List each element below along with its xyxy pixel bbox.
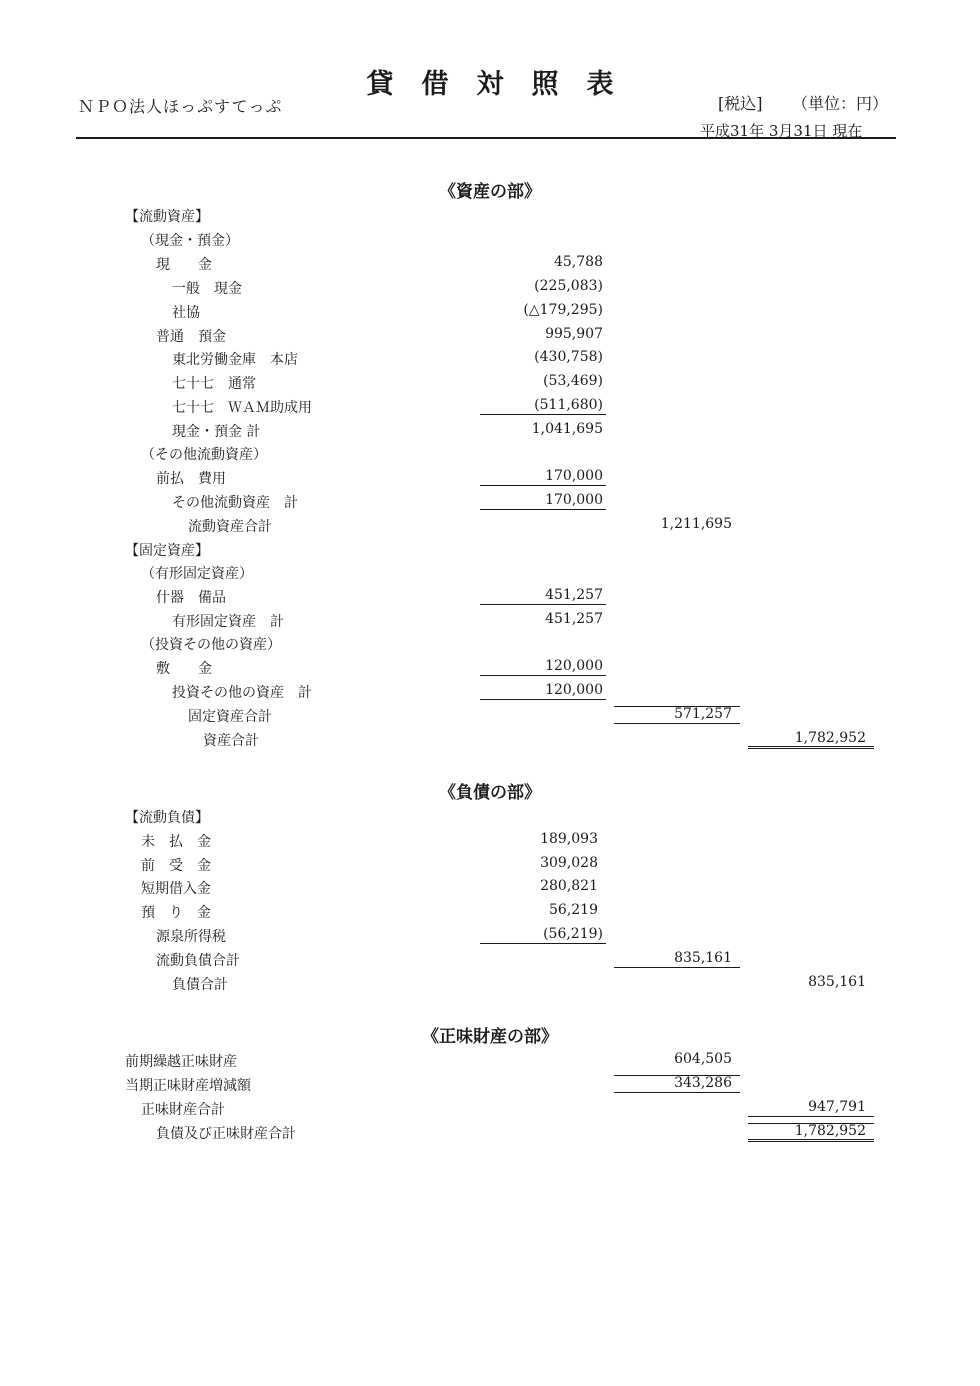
liabilities-heading: 《負債の部》 <box>439 783 541 803</box>
double-underline <box>748 746 874 749</box>
underline <box>614 967 740 968</box>
row-assets-total: 資産合計 1,782,952 <box>0 730 980 752</box>
row-fixed-assets-total: 固定資産合計 571,257 <box>0 706 980 728</box>
row-investment-total: 投資その他の資産 計 120,000 <box>0 682 980 704</box>
row-current-liabilities-total: 流動負債合計 835,161 <box>0 950 980 972</box>
row-prior-net-assets: 前期繰越正味財産 604,505 <box>125 1051 732 1070</box>
row-short-loan: 短期借入金 280,821 <box>141 878 598 897</box>
current-assets-heading: 【流動資産】 <box>125 209 209 225</box>
underline <box>480 509 606 510</box>
underline <box>614 706 740 707</box>
current-liabilities-heading: 【流動負債】 <box>125 810 209 826</box>
underline <box>480 675 606 676</box>
fixed-assets-heading: 【固定資産】 <box>125 543 209 559</box>
tangible-heading: （有形固定資産） <box>141 566 253 582</box>
other-current-heading: （その他流動資産） <box>141 447 267 463</box>
row-net-assets-total: 正味財産合計 947,791 <box>0 1099 980 1121</box>
header-rule <box>76 137 896 139</box>
row-current-assets-total: 流動資産合計 1,211,695 <box>188 516 732 535</box>
row-deposit-77: 七十七 通常 (53,469) <box>172 373 603 392</box>
row-prepaid: 前払 費用 170,000 <box>0 468 980 490</box>
underline <box>614 1075 740 1076</box>
organization-name: ＮＰＯ法人ほっぷすてっぷ <box>78 97 283 116</box>
underline <box>614 723 740 724</box>
row-cash-general: 一般 現金 (225,083) <box>172 278 603 297</box>
net-assets-heading: 《正味財産の部》 <box>422 1027 558 1047</box>
document-title: 貸借対照表 <box>366 69 642 100</box>
row-net-assets-change: 当期正味財産増減額 343,286 <box>0 1075 980 1097</box>
investment-heading: （投資その他の資産） <box>141 637 281 653</box>
row-deposit: 普通 預金 995,907 <box>156 326 603 345</box>
underline <box>480 943 606 944</box>
underline <box>748 1116 874 1117</box>
tax-note: [税込] <box>718 94 763 113</box>
cash-heading: （現金・預金） <box>141 233 239 249</box>
row-cash-total: 現金・預金 計 1,041,695 <box>172 421 603 440</box>
row-deposit-77-wam: 七十七 ＷＡＭ助成用 (511,680) <box>0 397 980 419</box>
row-lease-deposit: 敷 金 120,000 <box>0 658 980 680</box>
assets-heading: 《資産の部》 <box>439 182 541 202</box>
row-advance: 前 受 金 309,028 <box>141 855 598 874</box>
double-underline <box>748 1139 874 1142</box>
unit-note: （単位：円） <box>792 94 889 113</box>
row-equipment: 什器 備品 451,257 <box>0 587 980 609</box>
row-liabilities-total: 負債合計 835,161 <box>172 974 866 993</box>
row-grand-total: 負債及び正味財産合計 1,782,952 <box>0 1123 980 1145</box>
row-deposit-tohoku: 東北労働金庫 本店 (430,758) <box>172 349 603 368</box>
row-tangible-total: 有形固定資産 計 451,257 <box>172 611 603 630</box>
row-withholding: 源泉所得税 (56,219) <box>0 926 980 948</box>
as-of-date: 平成31年 3月31日 現在 <box>700 122 863 140</box>
row-cash: 現 金 45,788 <box>156 254 603 273</box>
row-deposits-received: 預 り 金 56,219 <box>141 902 598 921</box>
underline <box>748 1123 874 1124</box>
underline <box>614 1092 740 1093</box>
underline <box>480 485 606 486</box>
underline <box>480 604 606 605</box>
row-accrued: 未 払 金 189,093 <box>141 831 598 850</box>
underline <box>480 699 606 700</box>
row-other-current-total: その他流動資産 計 170,000 <box>0 492 980 514</box>
underline <box>480 414 606 415</box>
row-cash-shakyo: 社協 (△179,295) <box>172 302 603 321</box>
